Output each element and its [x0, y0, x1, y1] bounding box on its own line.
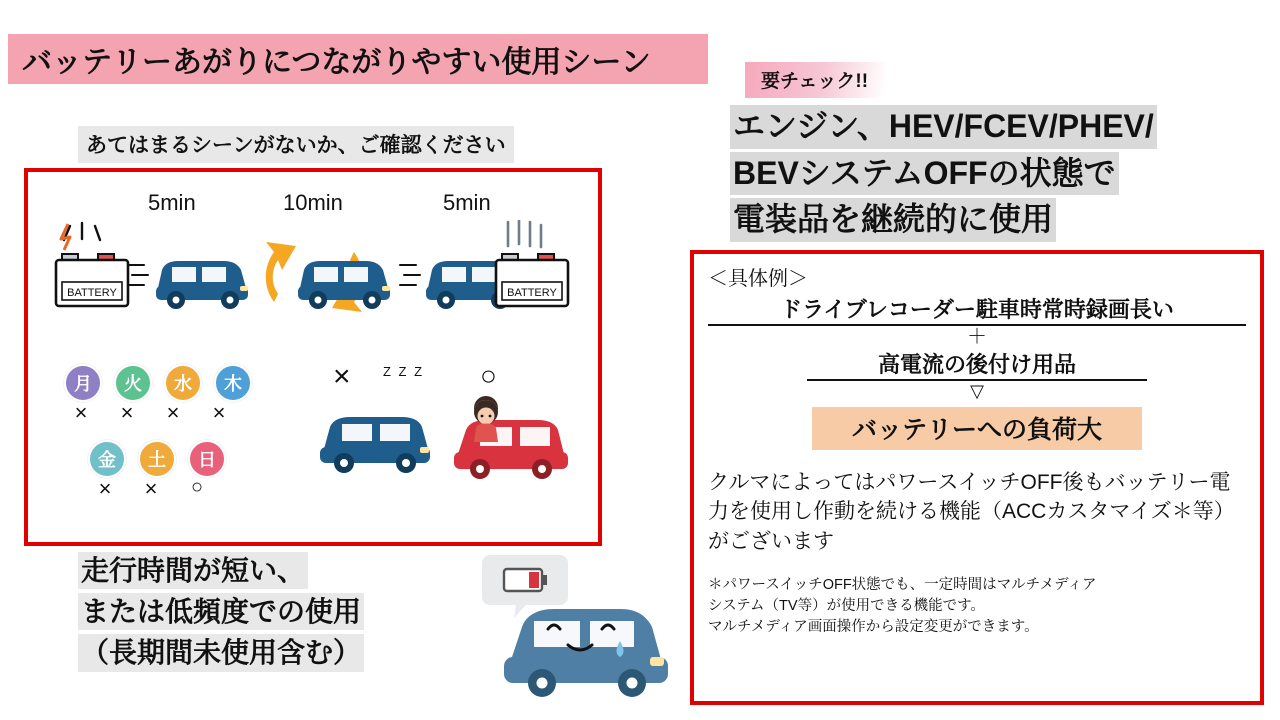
day-circle-fri: 金: [88, 440, 126, 478]
check-badge: 要チェック!!: [745, 62, 884, 98]
right-heading-line-2: BEVシステムOFFの状態で: [730, 152, 1119, 196]
car-icon-1: [148, 242, 258, 314]
plus-symbol: ＋: [967, 326, 987, 348]
motion-lines-1: [126, 257, 150, 297]
acc-customize-paragraph: クルマによってはパワースイッチOFF後もバッテリー電力を使用し作動を続ける機能（ACCカスタマイズ＊等）がございます: [708, 470, 1235, 554]
day-marks-weekday: [61, 400, 239, 426]
battery-icon-right: [488, 220, 588, 320]
day-marks-weekend: [85, 476, 217, 502]
minute-label-2: 10min: [283, 190, 343, 215]
left-subtitle: あてはまるシーンがないか、ご確認ください: [78, 126, 514, 163]
triangle-symbol: ▽: [970, 381, 984, 401]
example-line-1: ドライブレコーダー駐車時常時録画長い: [708, 293, 1246, 326]
day-mark-thu: ×: [212, 400, 226, 425]
short-drive-line-3: （長期間未使用含む）: [78, 634, 364, 671]
short-drive-caption: [78, 552, 478, 676]
day-mark-wed: ×: [166, 400, 180, 425]
page-title: バッテリーあがりにつながりやすい使用シーン: [22, 46, 651, 79]
footnote-line-1: ＊パワースイッチOFF状態でも、一定時間はマルチメディア: [708, 577, 1097, 594]
motion-lines-2: [398, 257, 422, 297]
footnote: [708, 575, 1246, 638]
minute-label-1: 5min: [148, 190, 196, 215]
day-circle-wed: 水: [164, 364, 202, 402]
title-banner: [8, 34, 708, 84]
right-heading: [730, 105, 1270, 245]
load-banner: バッテリーへの負荷大: [812, 407, 1142, 450]
example-box: [690, 250, 1264, 705]
day-circle-mon: 月: [64, 364, 102, 402]
scene-illustration-box: [24, 168, 602, 546]
day-circle-sun: 日: [188, 440, 226, 478]
zzz-label: Z Z Z: [383, 364, 425, 379]
day-mark-sat: ×: [144, 476, 158, 501]
battery-text-left: BATTERY: [67, 287, 117, 299]
day-circle-sat: 土: [138, 440, 176, 478]
right-heading-line-3: 電装品を継続的に使用: [730, 198, 1056, 242]
battery-text-right: BATTERY: [507, 287, 557, 299]
day-circle-thu: 木: [214, 364, 252, 402]
day-circle-tue: 火: [114, 364, 152, 402]
right-heading-line-1: エンジン、HEV/FCEV/PHEV/: [730, 105, 1157, 149]
day-mark-fri: ×: [98, 476, 112, 501]
footnote-line-3: マルチメディア画面操作から設定変更ができます。: [708, 619, 1039, 636]
low-battery-car-icon: [470, 545, 680, 715]
driving-car-icon: [436, 394, 576, 489]
day-row-weekday: [64, 364, 252, 402]
day-row-weekend: [88, 440, 226, 478]
example-line-2: 高電流の後付け用品: [807, 348, 1147, 381]
parked-car-icon: [310, 397, 440, 482]
day-mark-sun: ○: [190, 476, 204, 498]
sleep-cross-mark: ×: [333, 360, 351, 393]
minute-label-3: 5min: [443, 190, 491, 215]
drive-circle-mark: ○: [480, 360, 497, 391]
example-label: ＜具体例＞: [708, 268, 808, 290]
short-drive-line-2: または低頻度での使用: [78, 593, 364, 630]
day-mark-tue: ×: [120, 400, 134, 425]
day-mark-mon: ×: [74, 400, 88, 425]
car-icon-2: [290, 242, 400, 314]
short-drive-line-1: 走行時間が短い、: [78, 552, 308, 589]
footnote-line-2: システム（TV等）が使用できる機能です。: [708, 598, 985, 615]
